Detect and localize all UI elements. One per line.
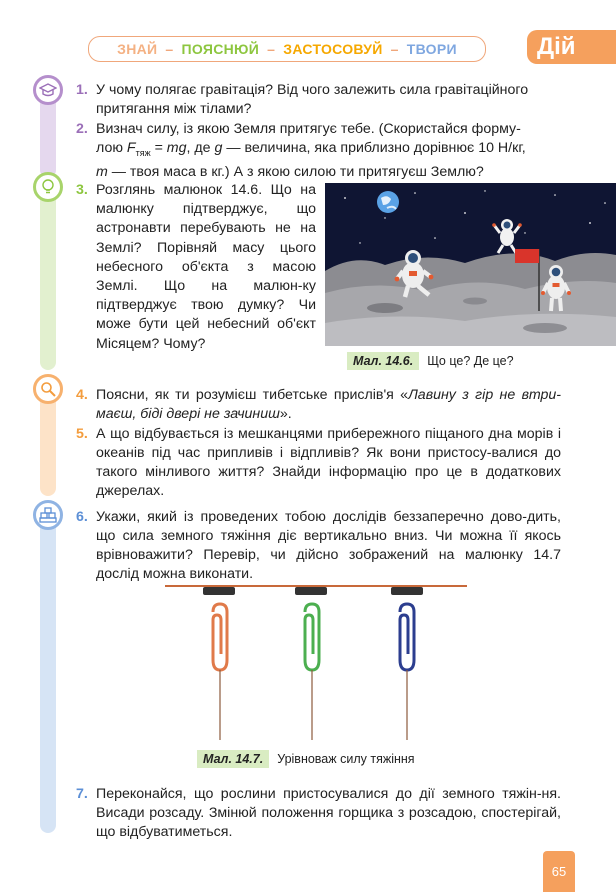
paperclip-green <box>305 604 319 670</box>
question-text: Розглянь малюнок 14.6. Що на малюнку підтверджує, що астронавти перебувають не на Землі? Порівняй масу цього небесного об'єкта з масою Землі. Що на малюн-ку підтверджує твою думку? Чи може бути цей небесний об'єкт Місяцем? Чому? <box>96 182 316 352</box>
question-5 <box>76 425 561 501</box>
graduation-cap-icon <box>33 75 63 105</box>
figure-14-6-caption <box>347 352 514 370</box>
flag <box>515 249 539 263</box>
question-number: 5. <box>76 426 88 442</box>
question-text: У чому полягає гравітація? Від чого залежить сила гравітаційного притягання між тілами? <box>96 82 529 117</box>
header-word-know: ЗНАЙ <box>117 41 158 57</box>
question-2: 2. Визнач силу, із якою Земля притягує тебе. (Скористайся форму- лою $F_{тяж}$ = mg, де g — величина, яка приблизно дорівнює 10 Н/кг, m — твоя маса в кг.) А з якою силою ти притягуєш Землю? <box>76 121 526 180</box>
magnifier-icon <box>33 374 63 404</box>
blue-section-bar <box>40 503 56 833</box>
question-number: 7. <box>76 786 88 802</box>
question-number: 2. <box>76 121 88 137</box>
page-number: 65 <box>543 851 575 892</box>
question-number: 3. <box>76 182 88 198</box>
header-dash: – <box>165 41 174 57</box>
question-text: Поясни, як ти розумієш тибетське прислів'я « <box>96 387 409 403</box>
blocks-icon <box>33 500 63 530</box>
figure-caption-text: Що це? Де це? <box>427 354 514 368</box>
formula-force: F <box>126 140 136 156</box>
magnet-middle <box>295 587 327 595</box>
figure-label: Мал. 14.7. <box>197 750 269 768</box>
paperclip-experiment-illustration <box>165 582 467 744</box>
section-header <box>88 36 486 62</box>
lightbulb-icon <box>33 172 63 202</box>
header-word-explain: ПОЯСНЮЙ <box>181 41 260 57</box>
figure-label: Мал. 14.6. <box>347 352 419 370</box>
question-text: А що відбувається із мешканцями прибережного піщаного дна морів і океанів під час припливів і відпливів? Як вони пристосу-валися до такого мінливого життя? Знайди інформацію про це в додаткових джерелах. <box>96 426 561 499</box>
question-4: 4. Поясни, як ти розумієш тибетське прислів'я «Лавину з гір не втри-маєш, біді двері не зачиниш». <box>76 387 561 422</box>
question-1 <box>76 81 561 119</box>
moon-scene-illustration <box>325 183 616 346</box>
question-text-line: Визнач силу, із якою Земля притягує тебе. (Скористайся форму- <box>96 121 521 137</box>
header-word-create: ТВОРИ <box>406 41 457 57</box>
question-number: 4. <box>76 387 88 403</box>
question-number: 6. <box>76 509 88 525</box>
paperclip-navy <box>400 604 414 670</box>
proverb-text: Лавину з гір не втри-маєш, біді двері не зачиниш <box>96 387 561 422</box>
header-dash: – <box>390 41 399 57</box>
question-number: 1. <box>76 82 88 98</box>
magnet-right <box>391 587 423 595</box>
question-text: Переконайся, що рослини пристосувалися до дії земного тяжін-ня. Висади розсаду. Змінюй положення горщика з розсадою, спостерігай, що відбуватиметься. <box>96 786 561 840</box>
question-text: Укажи, який із проведених тобою дослідів беззаперечно дово-дить, що сила земного тяжіння діє вертикально вниз. Чи можна її якось врівноважити? Перевір, чи дійсно зображений на малюнку 14.7 дослід можна виконати. <box>96 509 561 582</box>
section-tab-act: Дій <box>527 30 616 64</box>
green-section-bar <box>40 178 56 370</box>
magnet-left <box>203 587 235 595</box>
paperclip-orange <box>213 604 227 670</box>
question-7 <box>76 785 561 842</box>
header-word-apply: ЗАСТОСОВУЙ <box>283 41 383 57</box>
question-3 <box>76 181 316 354</box>
header-dash: – <box>267 41 276 57</box>
figure-caption-text: Урівноваж силу тяжіння <box>277 752 415 766</box>
figure-14-7-caption <box>197 750 415 768</box>
question-6 <box>76 508 561 584</box>
